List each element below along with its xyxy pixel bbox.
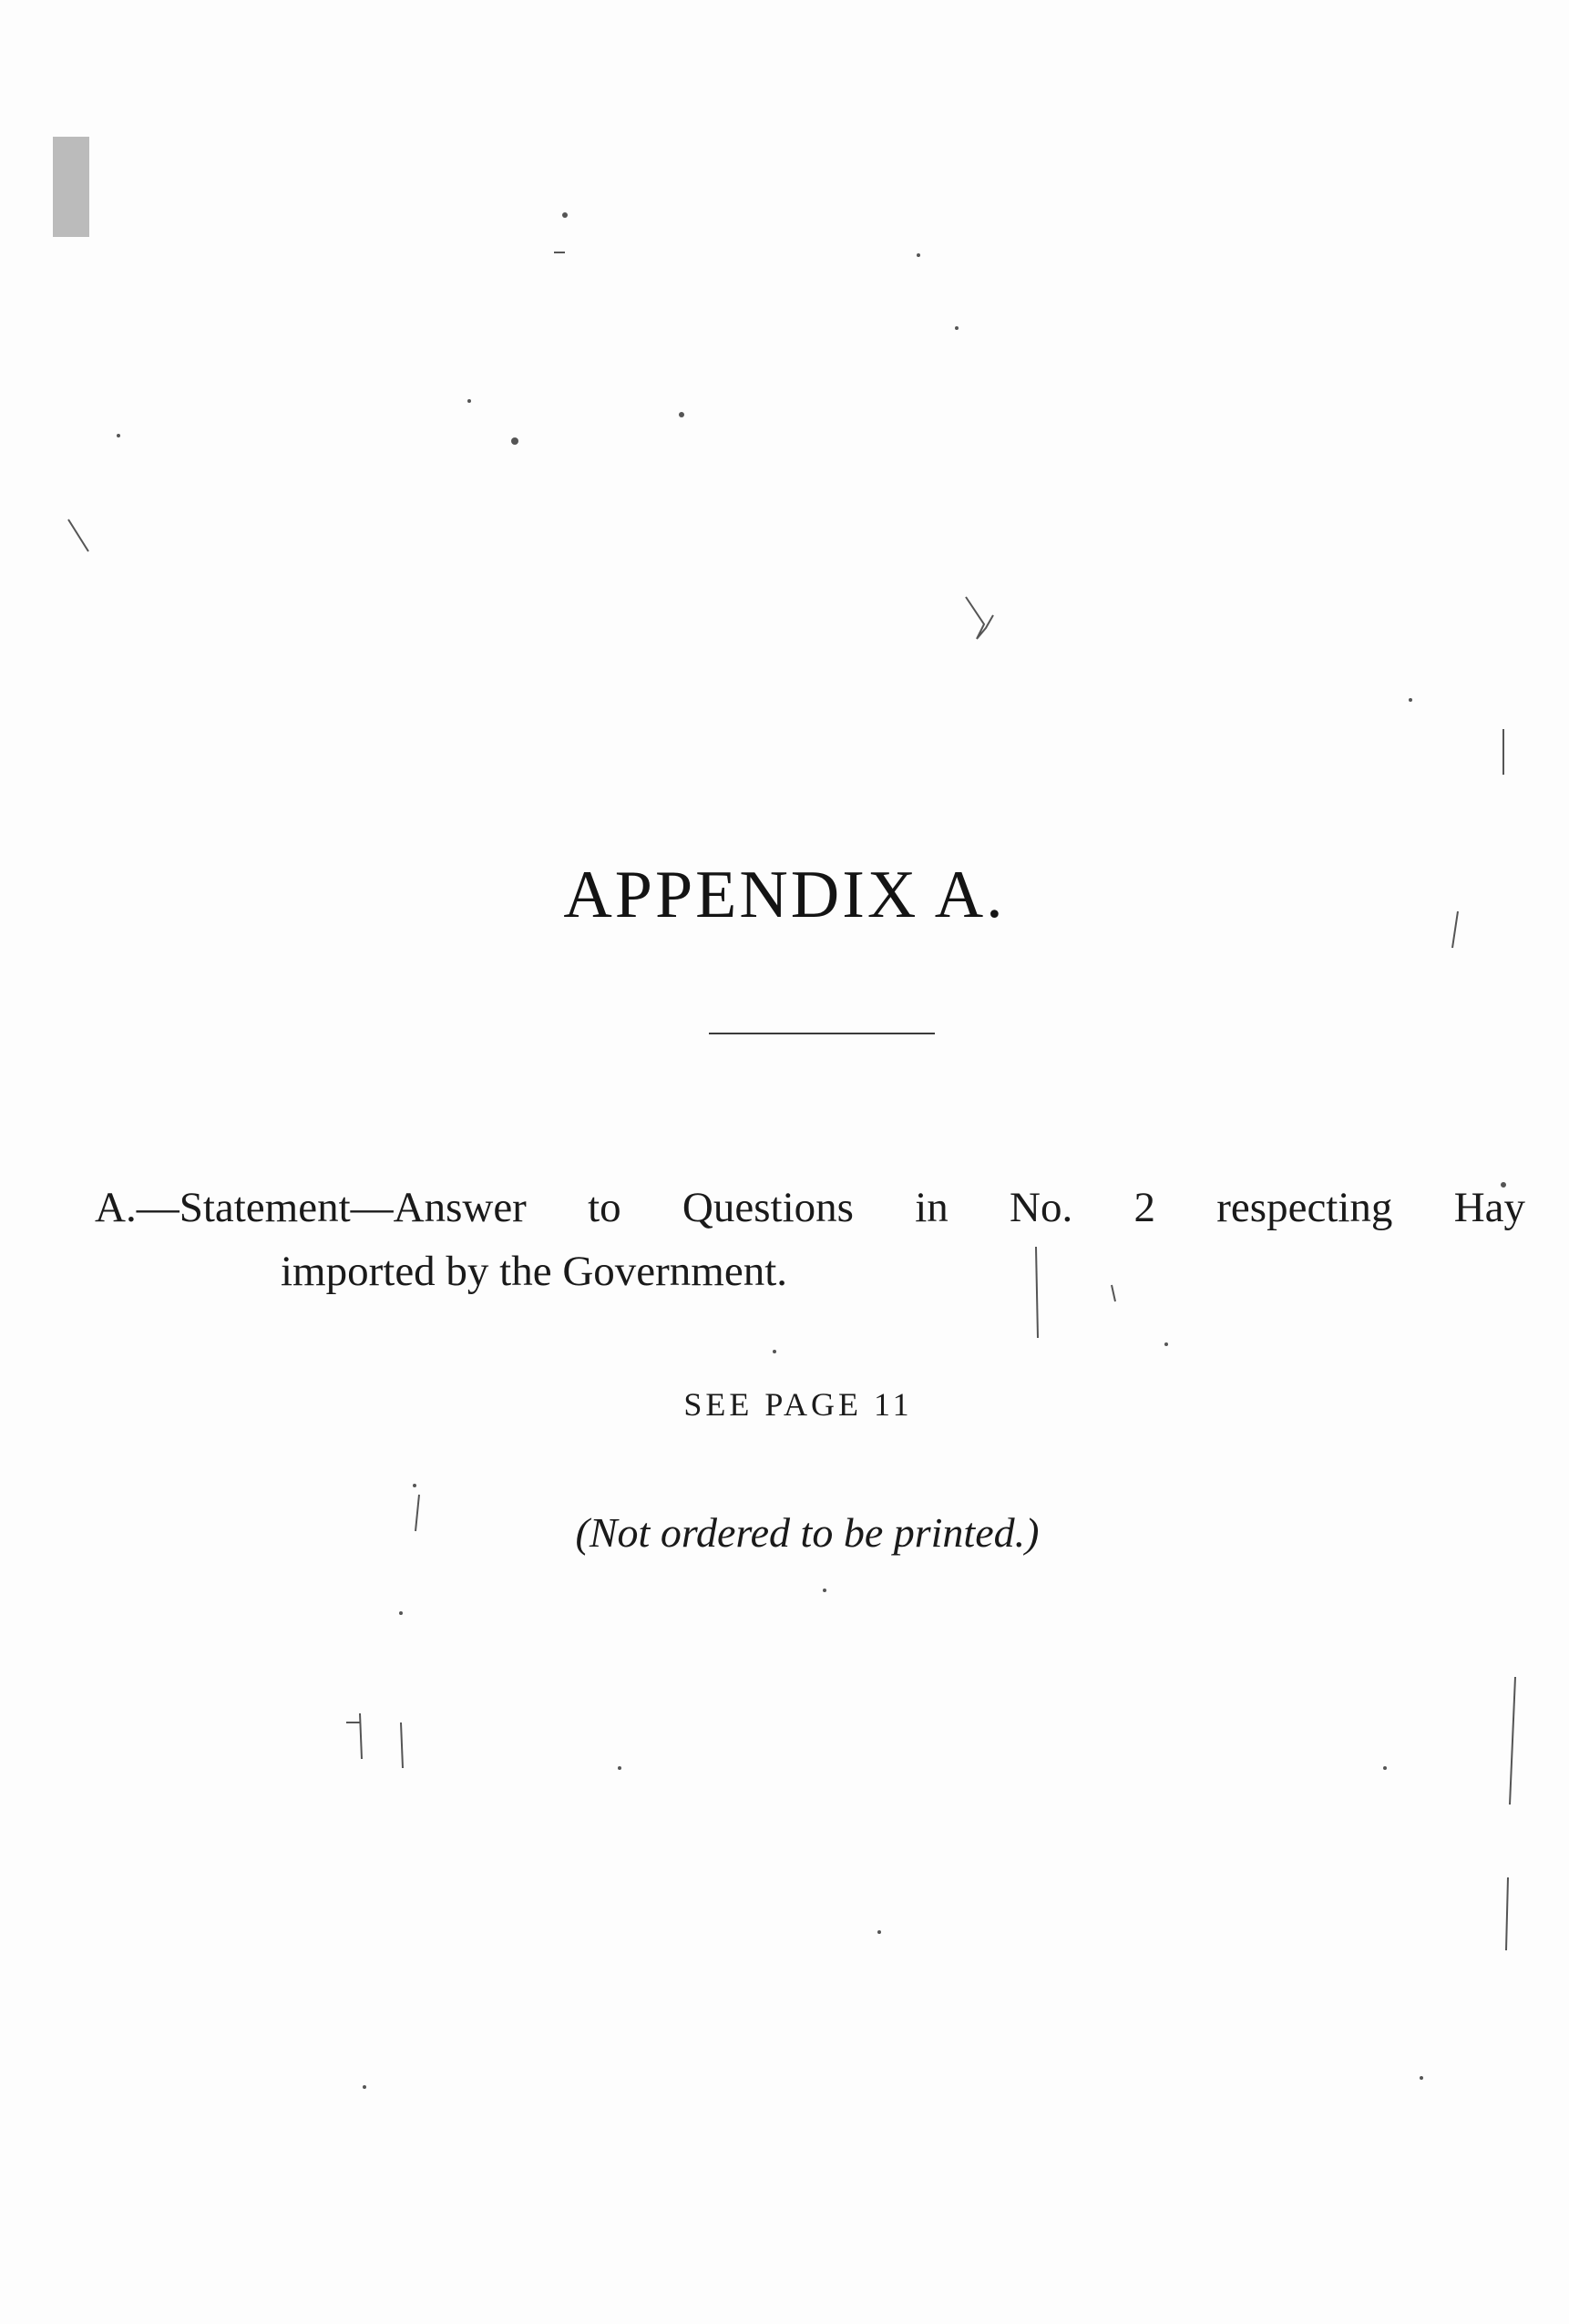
statement-line-2: imported by the Government. xyxy=(281,1248,788,1295)
see-page-reference: SEE PAGE 11 xyxy=(683,1386,913,1423)
title-divider xyxy=(709,1033,935,1034)
appendix-title: APPENDIX A. xyxy=(563,858,1006,932)
print-note: (Not ordered to be printed.) xyxy=(575,1509,1040,1556)
statement-heading xyxy=(95,1176,1525,1303)
statement-line-1: A.—Statement—Answer to Questions in No. 2 respecting Hay xyxy=(95,1184,1525,1231)
